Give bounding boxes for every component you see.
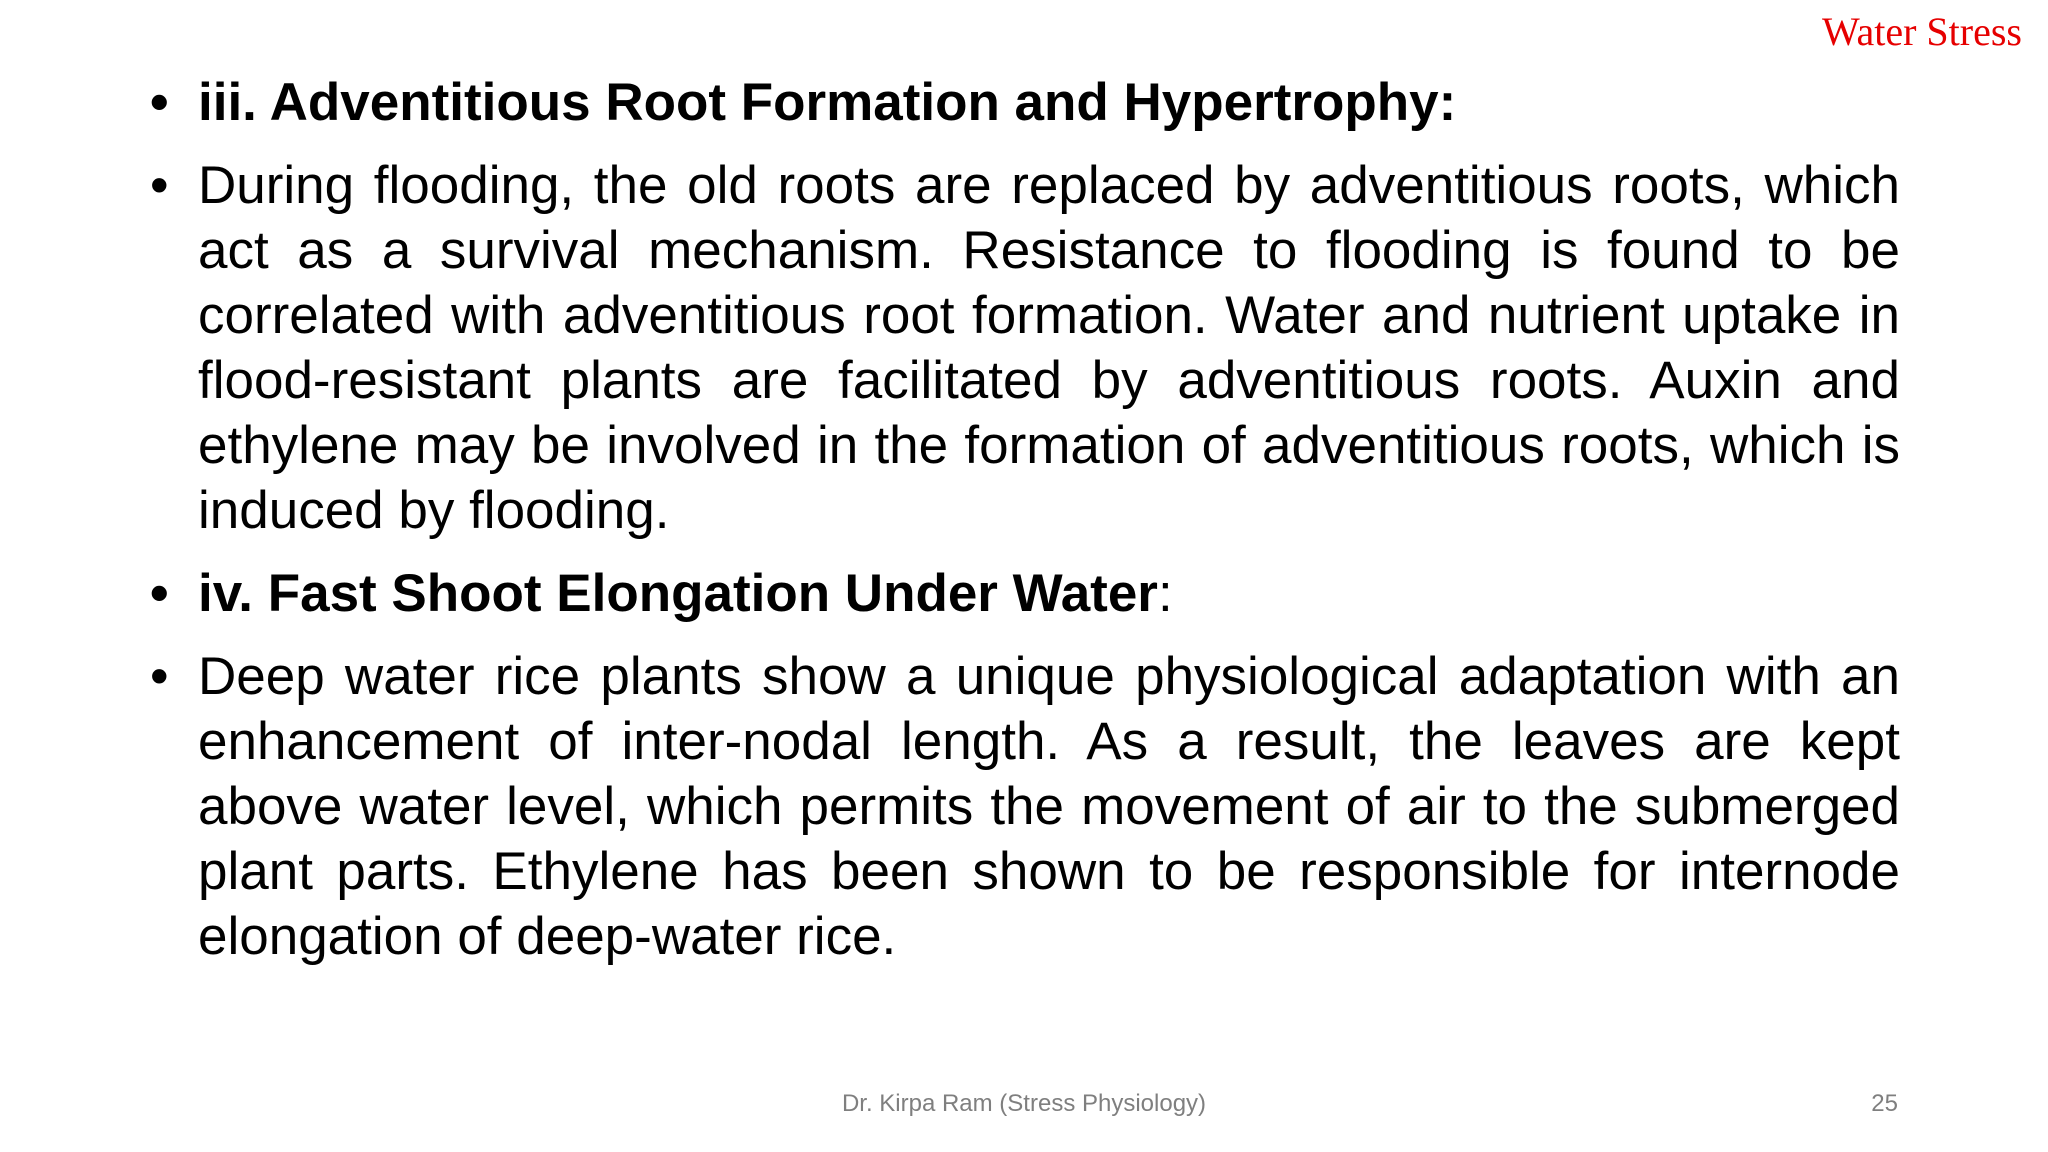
heading-text: iii. Adventitious Root Formation and Hypertrophy:	[198, 73, 1457, 132]
footer-author: Dr. Kirpa Ram (Stress Physiology)	[841, 1090, 1207, 1117]
bullet-body-shoot-elongation: • Deep water rice plants show a unique physiological adaptation with an enhancement of inter-nodal length. As a result, the leaves are kept above water level, which permits the movement of air to the submerged plant parts. Ethylene has been shown to be responsible for internode elongation of deep-water rice.	[150, 644, 1900, 969]
page-number: 25	[1871, 1090, 1898, 1117]
bullet-heading-adventitious-root	[150, 70, 1900, 135]
slide-content	[150, 70, 1900, 987]
bullet-body-adventitious-root: • During flooding, the old roots are replaced by adventitious roots, which act as a survival mechanism. Resistance to flooding is found to be correlated with adventitious root formation. Water and nutrient uptake in flood-resistant plants are facilitated by adventitious roots. Auxin and ethylene may be involved in the formation of adventitious roots, which is induced by flooding.	[150, 153, 1900, 543]
heading-text: iv. Fast Shoot Elongation Under Water	[198, 564, 1158, 623]
heading-colon: :	[1157, 564, 1173, 623]
bullet-heading-shoot-elongation	[150, 561, 1900, 626]
slide-corner-title: Water Stress	[1821, 9, 2022, 54]
